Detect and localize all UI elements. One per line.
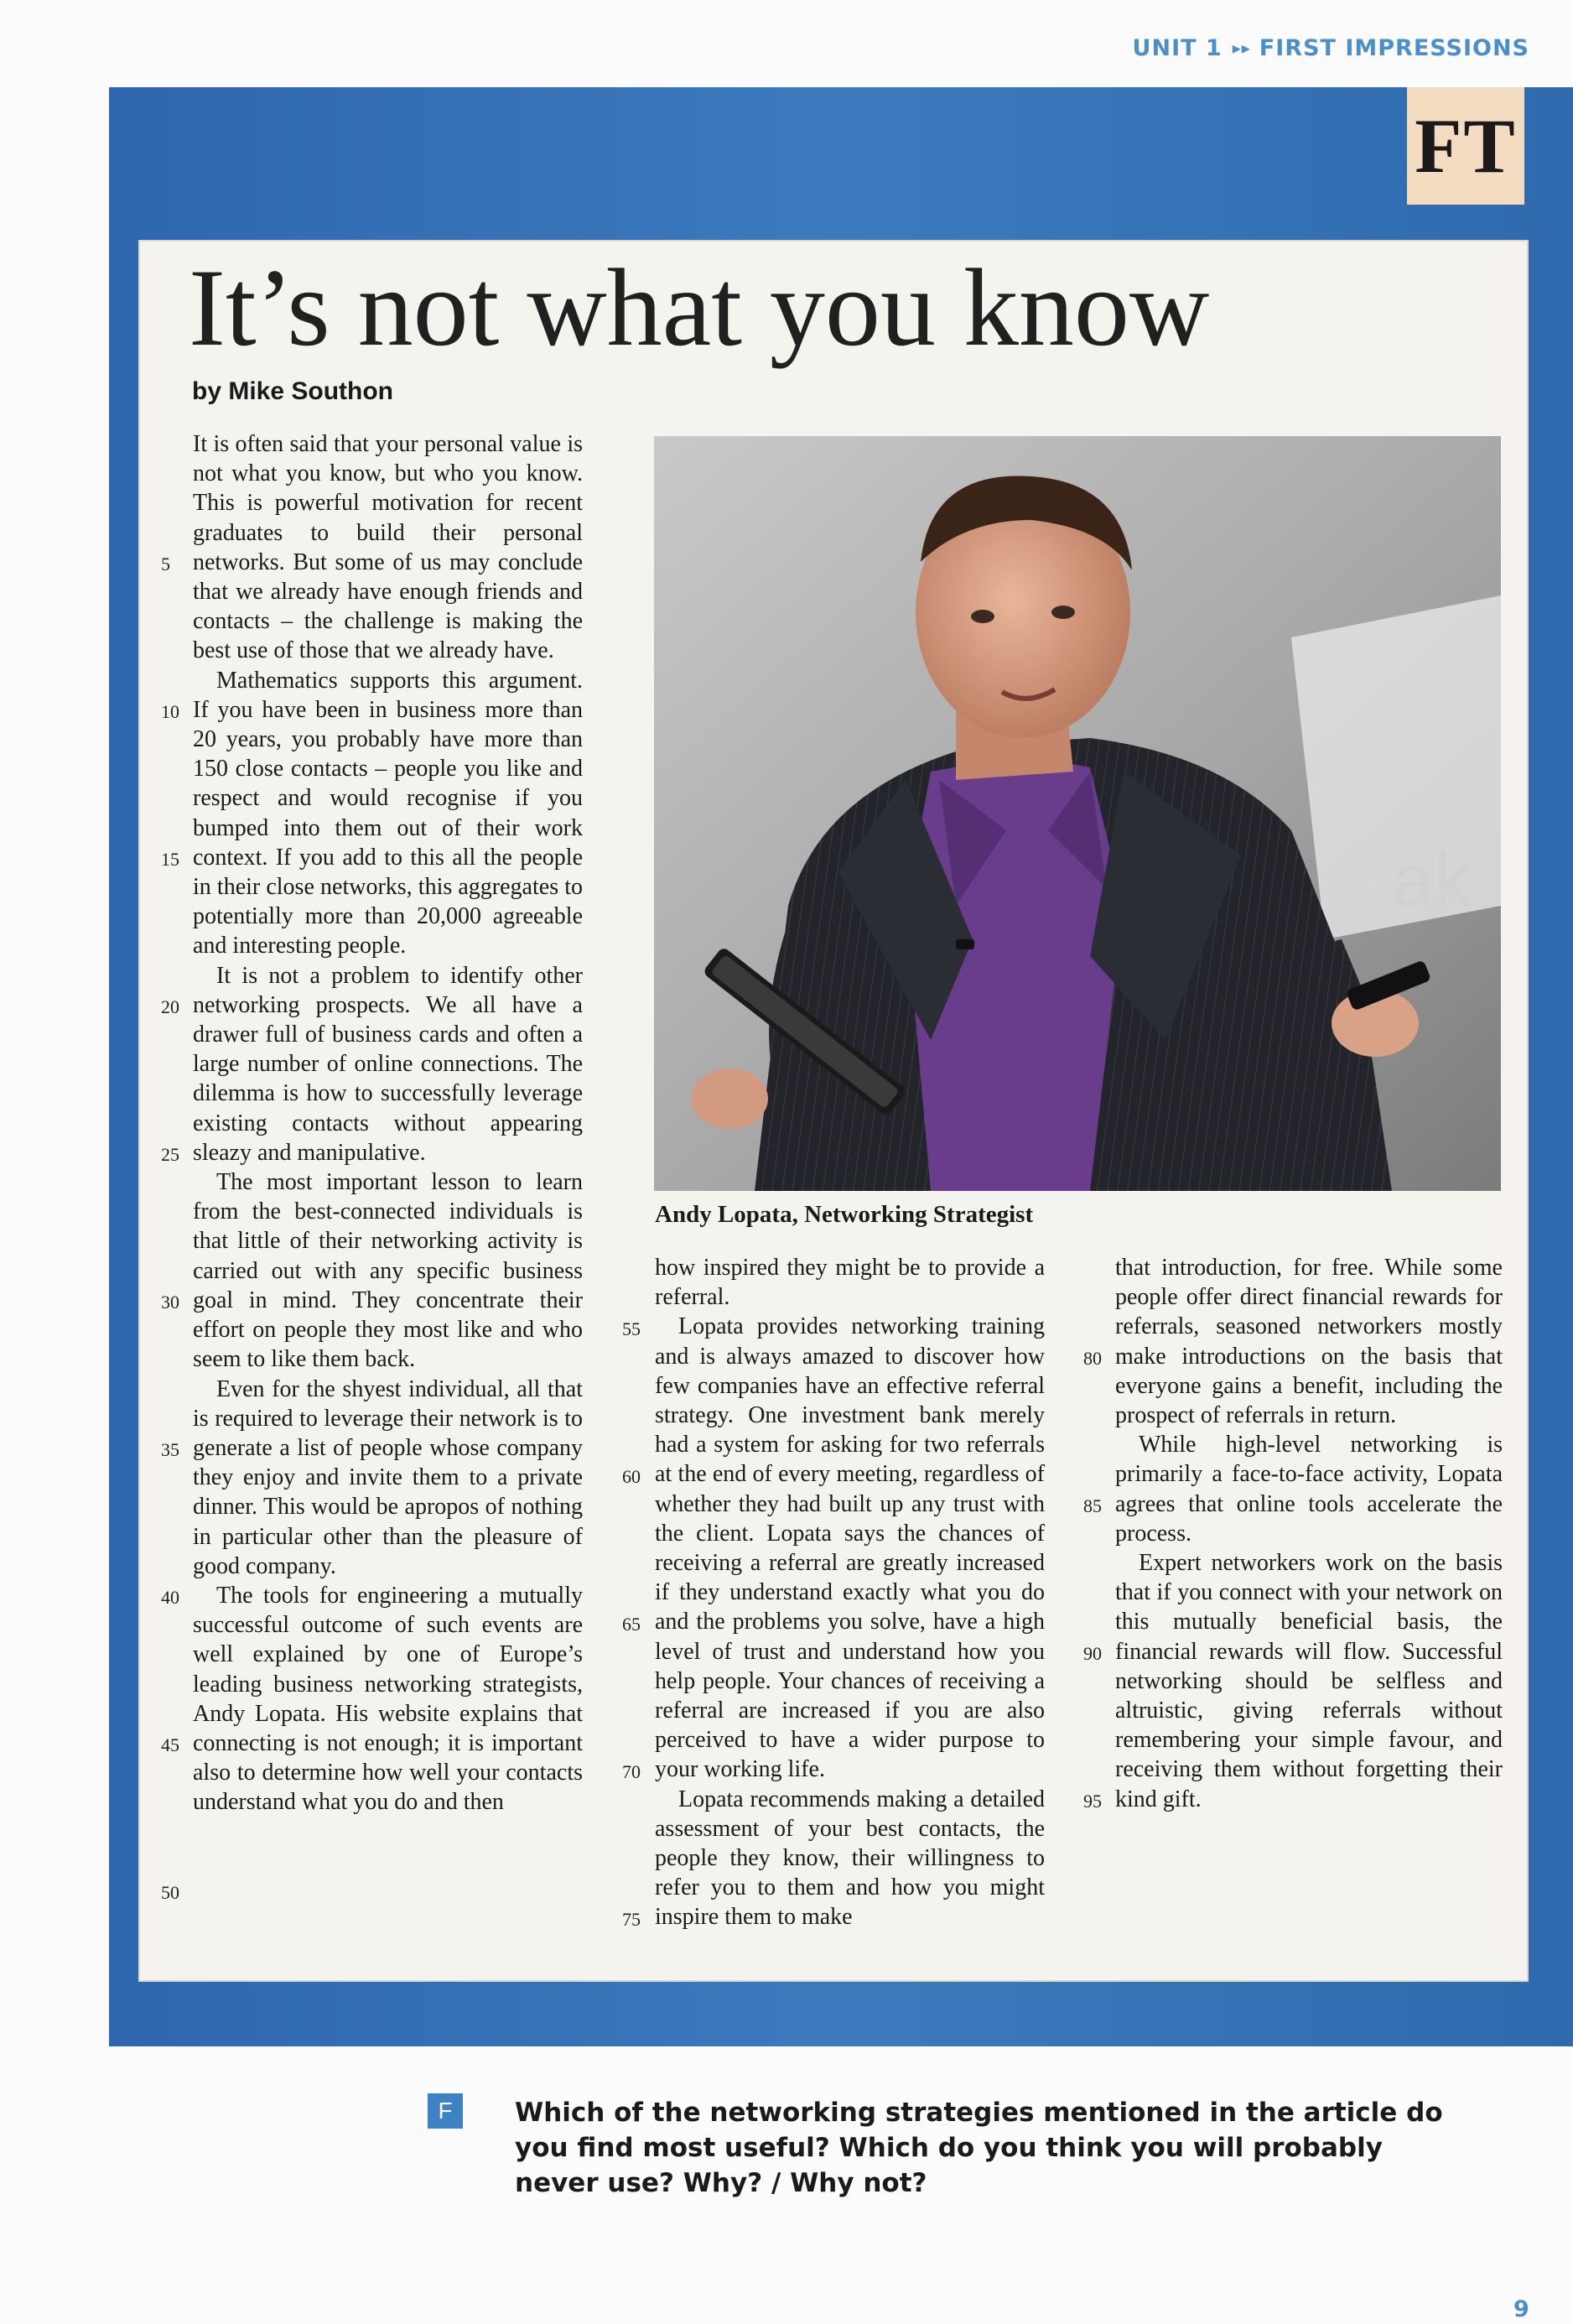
article-column-1 bbox=[193, 429, 583, 1817]
svg-text:ak: ak bbox=[1392, 839, 1472, 923]
paragraph: Even for the shyest individual, all that is required to leverage their network is to generate a list of people whose company they enjoy and invite them to a private dinner. This would be apropos of nothing in particular other than the pleasure of good company. bbox=[193, 1375, 583, 1579]
paragraph: The tools for engineering a mutually successful outcome of such events are well explained by one of Europe’s leading business networking strategists, Andy Lopata. His website explains that connecting is not enough; it is important also to determine how well your contacts understand what you do and then bbox=[193, 1582, 583, 1816]
line-number: 20 bbox=[161, 996, 179, 1017]
line-number: 45 bbox=[161, 1734, 179, 1755]
article-title: It’s not what you know bbox=[189, 246, 1210, 369]
article-column-3 bbox=[1115, 1253, 1503, 1814]
line-number: 30 bbox=[161, 1292, 179, 1313]
line-number: 80 bbox=[1083, 1348, 1102, 1369]
paragraph: Lopata provides networking training and is always amazed to discover how few companies have an effective referral strategy. One investment bank merely had a system for asking for two referrals at the end of every meeting, regardless of whether they had built up any trust with the client. Lopata says the chances of receiving a referral are greatly increased if they understand exactly what you do and the problems you solve, have a high level of trust and understand how you help people. Your chances of receiving a referral are increased if you are also perceived to have a wider purpose to your working life. bbox=[655, 1313, 1045, 1783]
line-number: 60 bbox=[622, 1466, 641, 1487]
line-number: 5 bbox=[161, 554, 170, 575]
line-number: 90 bbox=[1083, 1643, 1102, 1664]
line-number: 70 bbox=[622, 1761, 641, 1782]
line-number: 75 bbox=[622, 1909, 641, 1930]
double-arrow-icon: ▸▸ bbox=[1232, 38, 1251, 58]
line-number: 15 bbox=[161, 849, 179, 870]
ft-logo: FT bbox=[1407, 87, 1524, 205]
paragraph: It is often said that your personal value is not what you know, but who you know. This is powerful motivation for recent graduates to build their personal networks. But some of us may conclude that we already have enough friends and contacts – the challenge is making the best use of those that we already have. bbox=[193, 431, 583, 664]
task-question: Which of the networking strategies mentioned in the article do you find most useful? Which do you think you will probably never use? Why? / Why not? bbox=[515, 2098, 1443, 2198]
line-number: 10 bbox=[161, 701, 179, 722]
unit-header bbox=[1133, 35, 1529, 61]
paragraph: While high-level networking is primarily a face-to-face activity, Lopata agrees that online tools accelerate the process. bbox=[1115, 1432, 1503, 1547]
photo-caption: Andy Lopata, Networking Strategist bbox=[655, 1201, 1034, 1228]
line-number: 95 bbox=[1083, 1791, 1102, 1812]
paragraph: The most important lesson to learn from the best-connected individuals is that little of their networking activity is carried out with any specific business goal in mind. They concentrate their effort on people they most like and who seem to like them back. bbox=[193, 1169, 583, 1373]
photo-andy-lopata bbox=[654, 436, 1501, 1191]
paragraph: how inspired they might be to provide a referral. bbox=[655, 1255, 1045, 1311]
line-number: 85 bbox=[1083, 1495, 1102, 1516]
paragraph: Lopata recommends making a detailed assessment of your best contacts, the people they know, their willingness to refer you to them and how you might inspire them to make bbox=[655, 1786, 1045, 1931]
section-label: FIRST IMPRESSIONS bbox=[1259, 35, 1529, 61]
paragraph: It is not a problem to identify other networking prospects. We all have a drawer full of business cards and often a large number of online connections. The dilemma is how to successfully leverage existing contacts without appearing sleazy and manipulative. bbox=[193, 962, 583, 1166]
line-number: 65 bbox=[622, 1614, 641, 1635]
paragraph: Expert networkers work on the basis that if you connect with your network on this mutually beneficial basis, the financial rewards will flow. Successful networking should be selfless and altruistic, giving referrals without remembering your simple favour, and receiving them without forgetting their kind gift. bbox=[1115, 1550, 1503, 1812]
speaker-photo-illustration bbox=[654, 436, 1501, 1191]
line-number: 35 bbox=[161, 1439, 179, 1460]
paragraph: Mathematics supports this argument. If you have been in business more than 20 years, you probably have more than 150 close contacts – people you like and respect and would recognise if you bumped into them out of their work context. If you add to this all the people in their close networks, this aggregates to potentially more than 20,000 agreeable and interesting people. bbox=[193, 667, 583, 959]
page-number: 9 bbox=[1513, 2296, 1529, 2322]
paragraph: that introduction, for free. While some people offer direct financial rewards for referrals, seasoned networkers mostly make introductions on the basis that everyone gains a benefit, including the prospect of referrals in return. bbox=[1115, 1255, 1503, 1429]
unit-label: UNIT 1 bbox=[1132, 35, 1223, 61]
task-letter-badge: F bbox=[428, 2093, 463, 2129]
article-column-2 bbox=[655, 1253, 1045, 1932]
line-number: 25 bbox=[161, 1144, 179, 1165]
line-number: 50 bbox=[161, 1882, 179, 1903]
line-number: 55 bbox=[622, 1318, 641, 1339]
article-byline: by Mike Southon bbox=[192, 377, 393, 405]
line-number: 40 bbox=[161, 1587, 179, 1608]
